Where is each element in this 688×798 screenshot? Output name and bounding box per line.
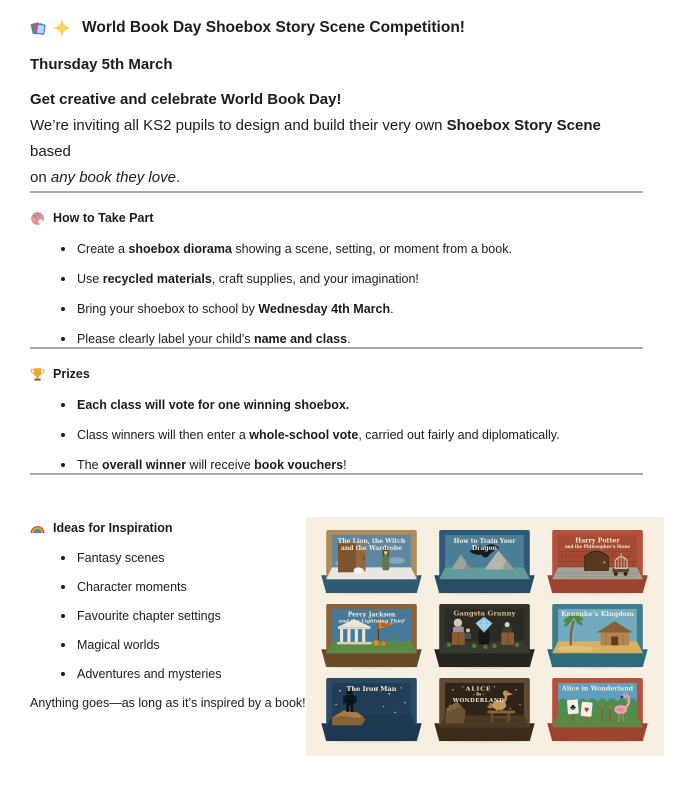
svg-text:Harry Potter: Harry Potter	[575, 537, 620, 545]
svg-text:Percy Jackson: Percy Jackson	[347, 611, 396, 619]
diorama-alice-in-wonderland-dark	[433, 678, 536, 743]
list-item: Create a shoebox diorama showing a scene, setting, or moment from a book.	[30, 241, 643, 257]
glowing-star-icon	[53, 19, 71, 37]
page-title: World Book Day Shoebox Story Scene Competition!	[82, 19, 465, 36]
intro-line-2: on any book they love.	[30, 169, 181, 186]
svg-text:and the Philosopher’s Stone: and the Philosopher’s Stone	[564, 544, 631, 550]
divider	[30, 191, 643, 193]
section-how-to-take-part-heading	[30, 210, 643, 227]
list-item: Class winners will then enter a whole-school vote, carried out fairly and diplomatically.	[30, 427, 643, 443]
diorama-gangsta-granny	[433, 604, 536, 669]
svg-text:♥: ♥	[583, 704, 590, 715]
inspiration-gallery-image	[306, 517, 664, 756]
rainbow-icon	[30, 521, 45, 536]
ideas-section	[30, 475, 643, 775]
diorama-how-to-train-your-dragon	[433, 530, 536, 595]
list-item: Fantasy scenes	[30, 550, 643, 566]
list-item: Each class will vote for one winning shoebox.	[30, 397, 643, 413]
section-title: How to Take Part	[53, 211, 154, 225]
list-item: Please clearly label your child’s name and class.	[30, 331, 643, 347]
event-date: Thursday 5th March	[30, 56, 173, 73]
how-to-take-part-list	[30, 241, 643, 347]
divider	[30, 347, 643, 349]
list-item: Bring your shoebox to school by Wednesday 4th March.	[30, 301, 643, 317]
list-item: The overall winner will receive book vouchers!	[30, 457, 643, 473]
palette-icon	[30, 211, 45, 226]
svg-text:Gangsta Granny: Gangsta Granny	[453, 609, 516, 618]
closing-note: Anything goes—as long as it’s inspired by a book!	[30, 696, 306, 710]
page-title-row	[30, 17, 643, 39]
list-item: Adventures and mysteries	[30, 666, 643, 682]
list-item: Magical worlds	[30, 637, 643, 653]
svg-text:Kensuke’s Kingdom: Kensuke’s Kingdom	[561, 609, 634, 618]
list-item: Favourite chapter settings	[30, 608, 643, 624]
diorama-kensukes-kingdom	[546, 604, 649, 669]
svg-text:ALICE: ALICE	[465, 685, 492, 693]
svg-text:The Lion, the Witch: The Lion, the Witch	[337, 537, 406, 545]
svg-text:Alice in Wonderland: Alice in Wonderland	[561, 685, 634, 693]
books-icon	[30, 19, 48, 37]
section-prizes-heading	[30, 366, 643, 383]
prizes-list	[30, 397, 643, 473]
diorama-lion-witch-wardrobe	[320, 530, 423, 595]
diorama-alice-in-wonderland-garden	[546, 678, 649, 743]
list-item: Character moments	[30, 579, 643, 595]
intro-paragraph	[30, 113, 643, 191]
intro-line-1: We’re inviting all KS2 pupils to design and build their very own Shoebox Story Scene based	[30, 117, 601, 160]
svg-text:The Iron Man: The Iron Man	[346, 684, 397, 693]
lead-heading: Get creative and celebrate World Book Day!	[30, 91, 342, 108]
svg-text:- In -: - In -	[472, 691, 485, 697]
section-title: Prizes	[53, 367, 90, 381]
trophy-icon	[30, 367, 45, 382]
svg-text:and the Wardrobe: and the Wardrobe	[340, 545, 403, 553]
diorama-percy-jackson	[320, 604, 423, 669]
section-title: Ideas for Inspiration	[53, 521, 173, 535]
svg-text:♣: ♣	[569, 701, 577, 713]
diorama-harry-potter	[546, 530, 649, 595]
svg-text:Dragon: Dragon	[471, 545, 498, 553]
svg-text:and the Lightning Thief: and the Lightning Thief	[338, 618, 405, 625]
diorama-the-iron-man	[320, 678, 423, 743]
svg-text:WONDERLAND: WONDERLAND	[452, 698, 505, 705]
svg-text:How to Train Your: How to Train Your	[453, 537, 516, 545]
list-item: Use recycled materials, craft supplies, and your imagination!	[30, 271, 643, 287]
